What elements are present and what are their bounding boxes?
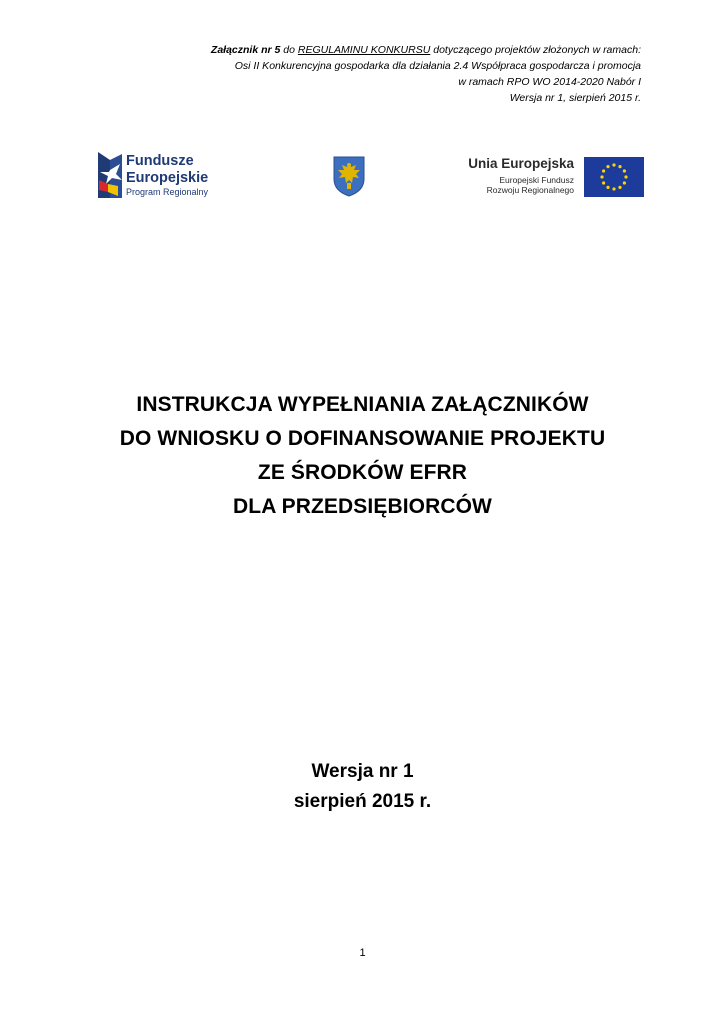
header-line-2: Osi II Konkurencyjna gospodarka dla działania 2.4 Współpraca gospodarcza i promocja bbox=[234, 60, 641, 72]
title-line-1: INSTRUKCJA WYPEŁNIANIA ZAŁĄCZNIKÓW bbox=[136, 393, 589, 416]
fundusze-europejskie-logo bbox=[96, 150, 236, 202]
header-line-4: Wersja nr 1, sierpień 2015 r. bbox=[509, 92, 641, 104]
fe-logo-subtitle: Program Regionalny bbox=[126, 187, 209, 197]
version-date: sierpień 2015 r. bbox=[293, 791, 432, 812]
fe-logo-title-line-1: Fundusze bbox=[126, 153, 194, 169]
header-line-1-mid: do bbox=[280, 44, 298, 56]
regulation-link-text: REGULAMINU KONKURSU bbox=[297, 44, 431, 56]
fundusze-europejskie-mark-icon bbox=[96, 150, 124, 200]
header-line-1 bbox=[121, 42, 641, 58]
title-line-3: ZE ŚRODKÓW EFRR bbox=[257, 461, 468, 484]
eu-flag-icon bbox=[584, 157, 644, 197]
page-number: 1 bbox=[359, 947, 366, 959]
ue-logo-subtitle-line-1: Europejski Fundusz bbox=[499, 175, 574, 185]
header-line-1-rest: dotyczącego projektów złożonych w ramach: bbox=[430, 44, 641, 56]
header-line-3: w ramach RPO WO 2014-2020 Nabór I bbox=[458, 76, 641, 88]
title-line-2: DO WNIOSKU O DOFINANSOWANIE PROJEKTU bbox=[119, 427, 606, 450]
eagle-crest-icon bbox=[332, 155, 366, 197]
attachment-number: Załącznik nr 5 bbox=[210, 44, 281, 56]
version-block bbox=[0, 757, 725, 817]
document-title bbox=[0, 388, 725, 524]
ue-logo-title: Unia Europejska bbox=[468, 156, 574, 171]
title-line-4: DLA PRZEDSIĘBIORCÓW bbox=[233, 495, 492, 518]
attachment-header-note bbox=[121, 42, 641, 106]
version-number: Wersja nr 1 bbox=[311, 761, 414, 782]
ue-logo-subtitle-line-2: Rozwoju Regionalnego bbox=[486, 185, 574, 195]
opolskie-crest-logo bbox=[332, 155, 366, 197]
fe-logo-title-line-2: Europejskie bbox=[126, 170, 209, 186]
unia-europejska-logo bbox=[468, 156, 648, 198]
